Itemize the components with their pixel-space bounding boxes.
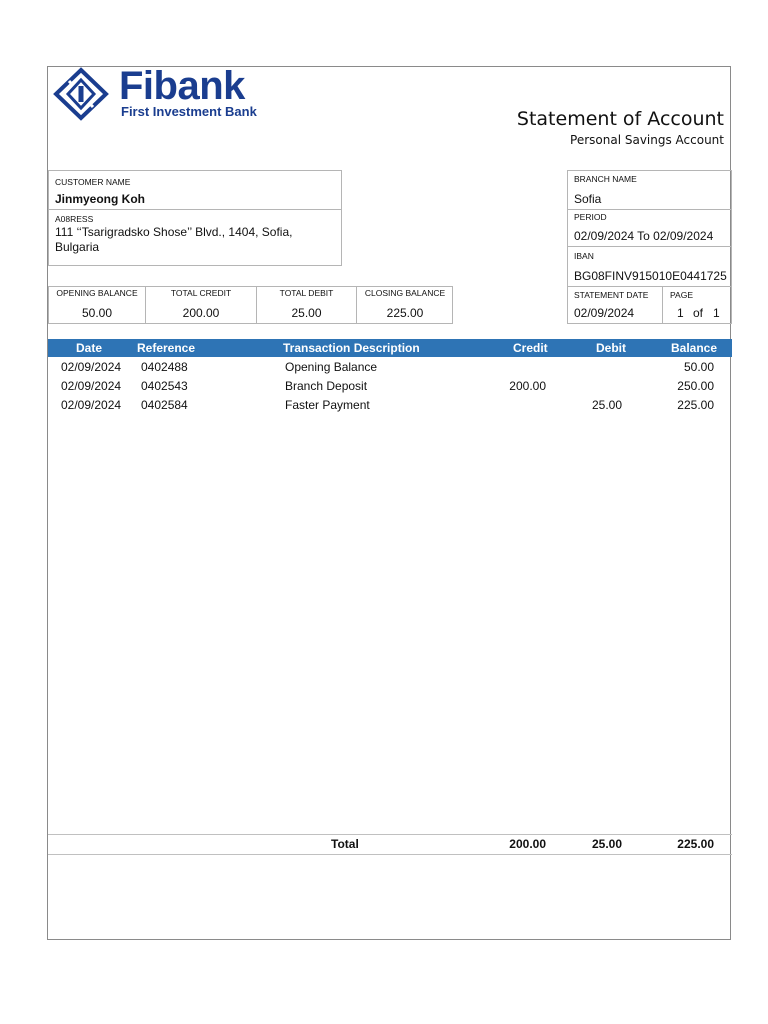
page-label: PAGE [670, 290, 693, 300]
total-debit: 25.00 [291, 306, 322, 320]
row-debit: 25.00 [591, 398, 622, 412]
total-debit-label: TOTAL DEBIT [279, 288, 334, 298]
statement-date-box [567, 286, 663, 324]
col-credit: Credit [513, 341, 548, 355]
total-balance-value: 225.00 [677, 837, 714, 851]
branch-label: BRANCH NAME [574, 174, 637, 184]
row-date: 02/09/2024 [61, 360, 122, 374]
closing-balance-cell [357, 287, 453, 323]
branch-box [567, 170, 732, 210]
row-balance: 50.00 [683, 360, 714, 374]
row-reference: 0402488 [141, 360, 188, 374]
page-box [662, 286, 732, 324]
total-debit-value: 25.00 [591, 837, 622, 851]
col-balance: Balance [671, 341, 718, 355]
iban-label: IBAN [574, 251, 594, 261]
statement-title: Statement of Account [516, 108, 724, 130]
bank-logo [53, 66, 268, 122]
totals-bottom-divider [48, 854, 732, 855]
total-label: Total [331, 837, 359, 851]
col-date: Date [76, 341, 103, 355]
statement-date: 02/09/2024 [574, 306, 635, 320]
statement-date-label: STATEMENT DATE [574, 290, 649, 300]
bank-name: Fibank [119, 64, 245, 108]
row-description: Branch Deposit [285, 379, 368, 393]
total-debit-cell [257, 287, 356, 323]
account-type: Personal Savings Account [570, 133, 724, 147]
total-credit-value: 200.00 [509, 837, 546, 851]
opening-balance-label: OPENING BALANCE [56, 288, 138, 298]
iban-box [567, 246, 732, 287]
row-reference: 0402543 [141, 379, 188, 393]
totals-top-divider [48, 834, 732, 835]
address-box [48, 209, 342, 266]
col-debit: Debit [596, 341, 626, 355]
row-credit: 200.00 [509, 379, 546, 393]
page-of: of [693, 306, 704, 320]
row-description: Opening Balance [285, 360, 378, 374]
page-number: 1 [677, 306, 684, 320]
fibank-diamond-icon [53, 67, 109, 121]
address-label: A08RESS [55, 214, 94, 224]
col-reference: Reference [137, 341, 196, 355]
page-total: 1 [713, 306, 720, 320]
row-description: Faster Payment [285, 398, 370, 412]
total-credit: 200.00 [182, 306, 220, 320]
customer-name: Jinmyeong Koh [55, 192, 146, 206]
row-date: 02/09/2024 [61, 398, 122, 412]
address-line-1: 111 ‘‘Tsarigradsko Shose’’ Blvd., 1404, Sofia, [55, 225, 293, 239]
period-value: 02/09/2024 To 02/09/2024 [574, 229, 714, 243]
transactions-table-header [48, 339, 732, 357]
period-label: PERIOD [574, 212, 607, 222]
row-reference: 0402584 [141, 398, 188, 412]
opening-balance-cell [49, 287, 145, 323]
customer-name-label: CUSTOMER NAME [55, 177, 131, 187]
period-box [567, 209, 732, 247]
total-credit-label: TOTAL CREDIT [170, 288, 232, 298]
row-balance: 250.00 [677, 379, 714, 393]
branch-name: Sofia [574, 192, 602, 206]
iban-value: BG08FINV915010E0441725 [574, 269, 727, 283]
closing-balance-label: CLOSING BALANCE [364, 288, 446, 298]
total-credit-cell [146, 287, 256, 323]
col-description: Transaction Description [283, 341, 420, 355]
summary-box [48, 286, 453, 324]
row-balance: 225.00 [677, 398, 714, 412]
customer-name-box [48, 170, 342, 210]
opening-balance: 50.00 [81, 306, 113, 320]
bank-subtitle: First Investment Bank [121, 104, 257, 119]
closing-balance: 225.00 [386, 306, 424, 320]
row-date: 02/09/2024 [61, 379, 122, 393]
address-line-2: Bulgaria [55, 240, 100, 254]
